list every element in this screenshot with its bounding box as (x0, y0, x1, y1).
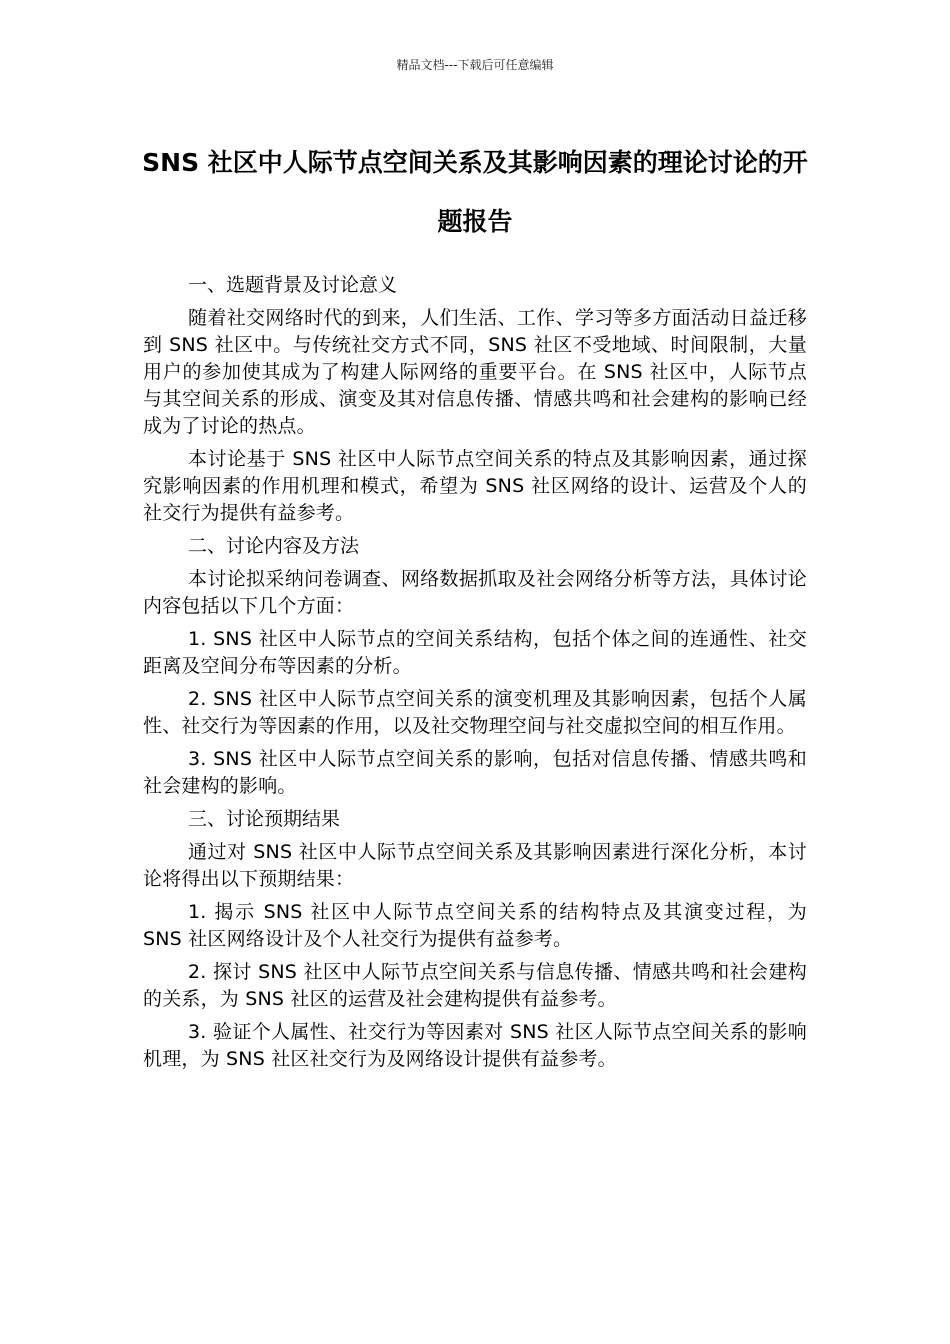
section-heading-expected-results: 三、讨论预期结果 (188, 808, 341, 830)
list-item: 2. 探讨 SNS 社区中人际节点空间关系与信息传播、情感共鸣和社会建构的关系，为 SNS 社区的运营及社会建构提供有益参考。 (143, 961, 807, 1010)
document-header-note: 精品文档---下载后可任意编辑 (396, 58, 554, 72)
list-item: 3. SNS 社区中人际节点空间关系的影响，包括对信息传播、情感共鸣和社会建构的影响。 (143, 748, 807, 797)
paragraph: 随着社交网络时代的到来，人们生活、工作、学习等多方面活动日益迁移到 SNS 社区中。与传统社交方式不同，SNS 社区不受地域、时间限制，大量用户的参加使其成为了构建人际网络的重要平台。在 SNS 社区中，人际节点与其空间关系的形成、演变及其对信息传播、情感共鸣和社会建构的影响已经成为了讨论的热点。 (143, 307, 807, 437)
document-body (143, 272, 807, 1079)
section-heading-background: 一、选题背景及讨论意义 (188, 274, 398, 296)
section-heading-content-methods: 二、讨论内容及方法 (188, 535, 360, 557)
paragraph: 通过对 SNS 社区中人际节点空间关系及其影响因素进行深化分析，本讨论将得出以下预期结果： (143, 841, 807, 890)
paragraph: 本讨论拟采纳问卷调查、网络数据抓取及社会网络分析等方法，具体讨论内容包括以下几个方面： (143, 568, 807, 617)
list-item: 2. SNS 社区中人际节点空间关系的演变机理及其影响因素，包括个人属性、社交行为等因素的作用，以及社交物理空间与社交虚拟空间的相互作用。 (143, 688, 807, 737)
document-title: SNS 社区中人际节点空间关系及其影响因素的理论讨论的开题报告 (142, 148, 808, 236)
list-item: 1. SNS 社区中人际节点的空间关系结构，包括个体之间的连通性、社交距离及空间分布等因素的分析。 (143, 628, 807, 677)
list-item: 3. 验证个人属性、社交行为等因素对 SNS 社区人际节点空间关系的影响机理，为 SNS 社区社交行为及网络设计提供有益参考。 (143, 1021, 807, 1070)
list-item: 1. 揭示 SNS 社区中人际节点空间关系的结构特点及其演变过程，为 SNS 社区网络设计及个人社交行为提供有益参考。 (143, 901, 807, 950)
paragraph: 本讨论基于 SNS 社区中人际节点空间关系的特点及其影响因素，通过探究影响因素的作用机理和模式，希望为 SNS 社区网络的设计、运营及个人的社交行为提供有益参考。 (143, 448, 807, 524)
